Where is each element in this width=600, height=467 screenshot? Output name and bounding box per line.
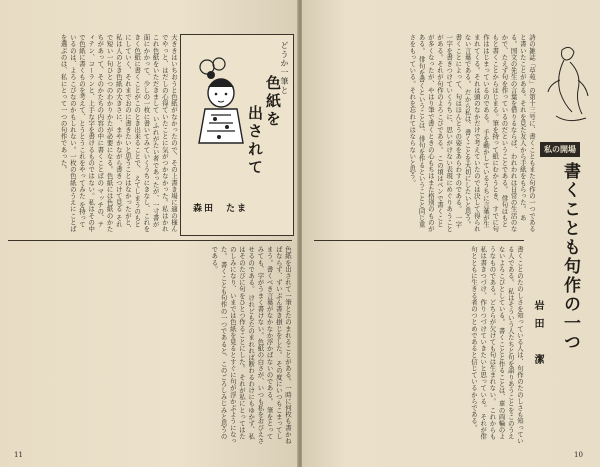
inset-author: 森田 たま xyxy=(193,204,249,214)
right-lower-column: それが俳句とともに生きる者のつとめであると信じているからである。 xyxy=(469,246,488,440)
left-lower-column: 色紙を出されて一筆とたのまれることがある。一時に何枚も書かねばならず、ずいぶん書き損じをした。 xyxy=(274,246,292,444)
left-column: を持っているのは、よろこびなのかもしれない。一枚の色紙のうえにことばを選ぶのは、私にとって一つの句作であった。 xyxy=(59,34,86,232)
right-column: この頃はペンで書くことが多くなったが、やはり筆で書くときの心もちはまた格別のものがある。 xyxy=(417,34,444,232)
right-divider-rule xyxy=(314,240,524,241)
right-column: 一字一字を書きつけていくうちに、思いがけない表現にめぐりあうことがある。それが句作のよろこびである。 xyxy=(435,34,463,232)
right-column: ある。国文の先生の言葉を借りるならば、われわれは日常の生活のなかで、たえず句を作っているのだということである。 xyxy=(500,34,527,232)
inset-title-line1: 色紙を xyxy=(264,75,282,129)
left-lower-text xyxy=(8,246,292,446)
right-column: 手を動かしているうちに言葉が生まれてくる。それは頭のなかだけで考えていたのでは決して得られない言葉である。 xyxy=(463,34,490,232)
figure-sketch-illustration xyxy=(542,40,592,130)
left-page-number: 11 xyxy=(14,451,23,459)
doll-illustration xyxy=(191,57,249,145)
left-divider-rule xyxy=(8,240,292,241)
left-lower-column: その度にいつもこまってしまう。書くべき言葉がなかなか浮かばないのである。 xyxy=(265,246,283,440)
right-column: だから私は、書くことを大切にしたいと思う。書くことによって、句はほんとうの姿をあらわすのである。 xyxy=(454,34,472,228)
right-lower-column: 私はそういう人たちと句を語りあうことをこのうえないよろこびとしている。 xyxy=(497,246,515,440)
right-column: 詩の雑誌「草苑」の第十三号に、書くこともまた句作の一つであると書いたことがある。それを見た友人から手紙をもらった。 xyxy=(518,34,536,232)
right-upper-text xyxy=(314,34,536,234)
right-lower-column: 書くことと作ることは、車の両輪のようなものである。どちらが欠けても句は生まれない。 xyxy=(488,246,506,440)
article-inset-box xyxy=(180,34,294,236)
left-column: マッチの、ティテン、コーランと、上手な字を書けるものではない。私はその中で色紙に書くものを考えて、とうとうこれをやってみた xyxy=(77,34,105,232)
left-column: いふれがたい者であったが、一寸書が面にかかって、少しの一枚に書いてみていくうちにきなし、これをきく色紙に書くことがこのとき出来ることで、 xyxy=(133,34,160,232)
inset-kicker: どうか一筆と xyxy=(280,41,289,95)
inset-title-line2: 出されて xyxy=(246,105,264,177)
right-lower-column: 書くことのたのしさを知っている人は、句作のたのしさも知っている人である。 xyxy=(506,246,524,444)
right-page xyxy=(302,0,600,467)
section-label-badge: 私の開場 xyxy=(540,142,580,157)
left-lower-column: 筆をとってみても、字がうまく書けない。色紙の白さが、いつも私をおびえさせるのである。 xyxy=(247,246,274,444)
left-page xyxy=(0,0,298,467)
right-page-number: 10 xyxy=(574,451,583,459)
left-lower-column: 書くことも句作の一つであると、このごろしみじみと思うのである。 xyxy=(210,246,228,440)
right-lower-text xyxy=(314,246,524,446)
article-title: 書くことも句作の一つ xyxy=(560,162,580,352)
right-column: 俳句を書くということは、俳句を作るということと同じ重さをもっている。それを忘れてはならないと思う。 xyxy=(408,34,426,228)
right-column: 俳句はもともと書くことからはじまる。筆を持って紙にむかうとき、すでに句作ははじまっているのである。 xyxy=(481,34,509,232)
right-lower-column: これからも私は書きつづけ、作りつづけていきたいと思っている。 xyxy=(479,246,497,440)
left-column: それで短い一句ひとつのわかりかたが必要になる。色紙には色紙のかたちがあって、そのかたちの内容の中に書くことばの xyxy=(96,34,123,232)
article-author: 岩田 潔 xyxy=(532,300,543,372)
left-column: 大ききはいちおうと色紙がなかったので、その上書き場に適の様んでやっと、はだしの心得ていたことに気がつかなかった。私はかれこれ色紙をいただきまして xyxy=(151,34,178,232)
left-lower-column: それが私にとってはたのしみになり、いまでは色紙を見るとすぐに句が浮かぶようになった。 xyxy=(219,246,246,444)
left-column: えてしまうのもとにしていく、それまでおのに書きたいと思うことはなかったがと、私は人のとき色紙の大きさに、まやかながら書きつけて見る xyxy=(114,34,142,232)
left-lower-column: けれどもたのまれれば断わるわけにもゆかず、私はそのたびに句をひとつ作ることにした。 xyxy=(237,246,256,440)
left-upper-text xyxy=(8,34,178,234)
